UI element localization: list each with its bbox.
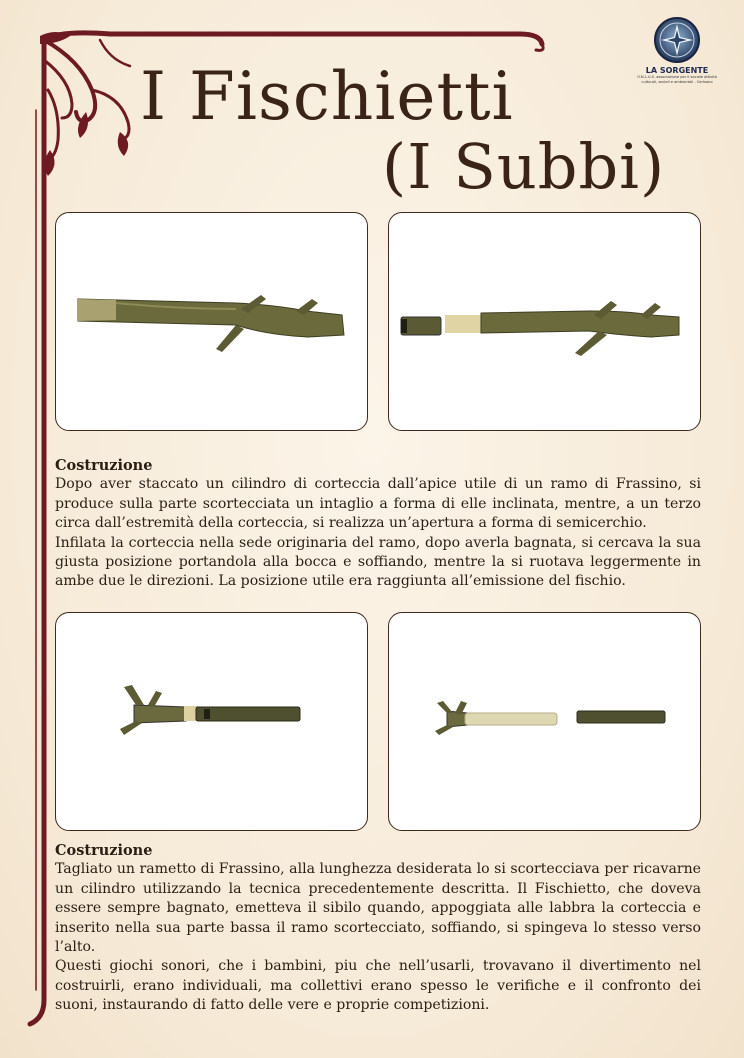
- logo-name: LA SORGENTE: [645, 66, 709, 75]
- whistle-assembled-icon: [56, 613, 369, 832]
- photo-whistle-disassembled: [388, 612, 701, 831]
- star-emblem-icon: [653, 16, 701, 64]
- section-paragraph: Infilata la corteccia nella sede originaria del ramo, dopo averla bagnata, si cercava la sua giusta posizione portandola alla bocca e soffiando, mentre la si ruotava leggermente in ambe due le direzioni. La posizione utile era raggiunta all’emissione del fischio.: [55, 534, 701, 590]
- section-costruzione-1: [55, 456, 701, 592]
- section-heading: Costruzione: [55, 457, 153, 474]
- branch-whole-icon: [56, 213, 369, 432]
- logo-subtitle: O.N.L.U.S. associazione per il sociale attività culturali, sociali e ambientali - Cerisano: [637, 75, 717, 84]
- la-sorgente-logo: [636, 16, 718, 92]
- poster-title-line1: I Fischietti: [140, 58, 514, 135]
- section-heading: Costruzione: [55, 842, 153, 859]
- whistle-disassembled-icon: [389, 613, 702, 832]
- section-paragraph: Tagliato un rametto di Frassino, alla lunghezza desiderata lo si scortecciava per ricavarne un cilindro utilizzando la tecnica precedentemente descritta. Il Fischietto, che doveva essere sempre bagnato, emetteva il sibilo quando, appoggiata alle labbra la corteccia e inserito nella sua parte bassa il ramo scortecciato, soffiando, si spingeva lo stesso verso l’alto.: [55, 861, 701, 956]
- photo-branch-bark-removed: [388, 212, 701, 431]
- section-costruzione-2: [55, 841, 701, 1016]
- branch-bark-removed-icon: [389, 213, 702, 432]
- photo-whistle-assembled: [55, 612, 368, 831]
- photo-branch-whole: [55, 212, 368, 431]
- section-paragraph: Questi giochi sonori, che i bambini, piu che nell’usarli, trovavano il divertimento nel costruirli, erano individuali, ma collettivi erano spesso le verifiche e il confronto dei suoni, instaurando di fatto delle vere e proprie competizioni.: [55, 958, 701, 1014]
- poster-title-line2: (I Subbi): [382, 130, 666, 203]
- section-paragraph: Dopo aver staccato un cilindro di corteccia dall’apice utile di un ramo di Frassino, si produce sulla parte scortecciata un intaglio a forma di elle inclinata, mentre, a un terzo circa dall’estremità della corteccia, si realizza un’apertura a forma di semicerchio.: [55, 476, 701, 532]
